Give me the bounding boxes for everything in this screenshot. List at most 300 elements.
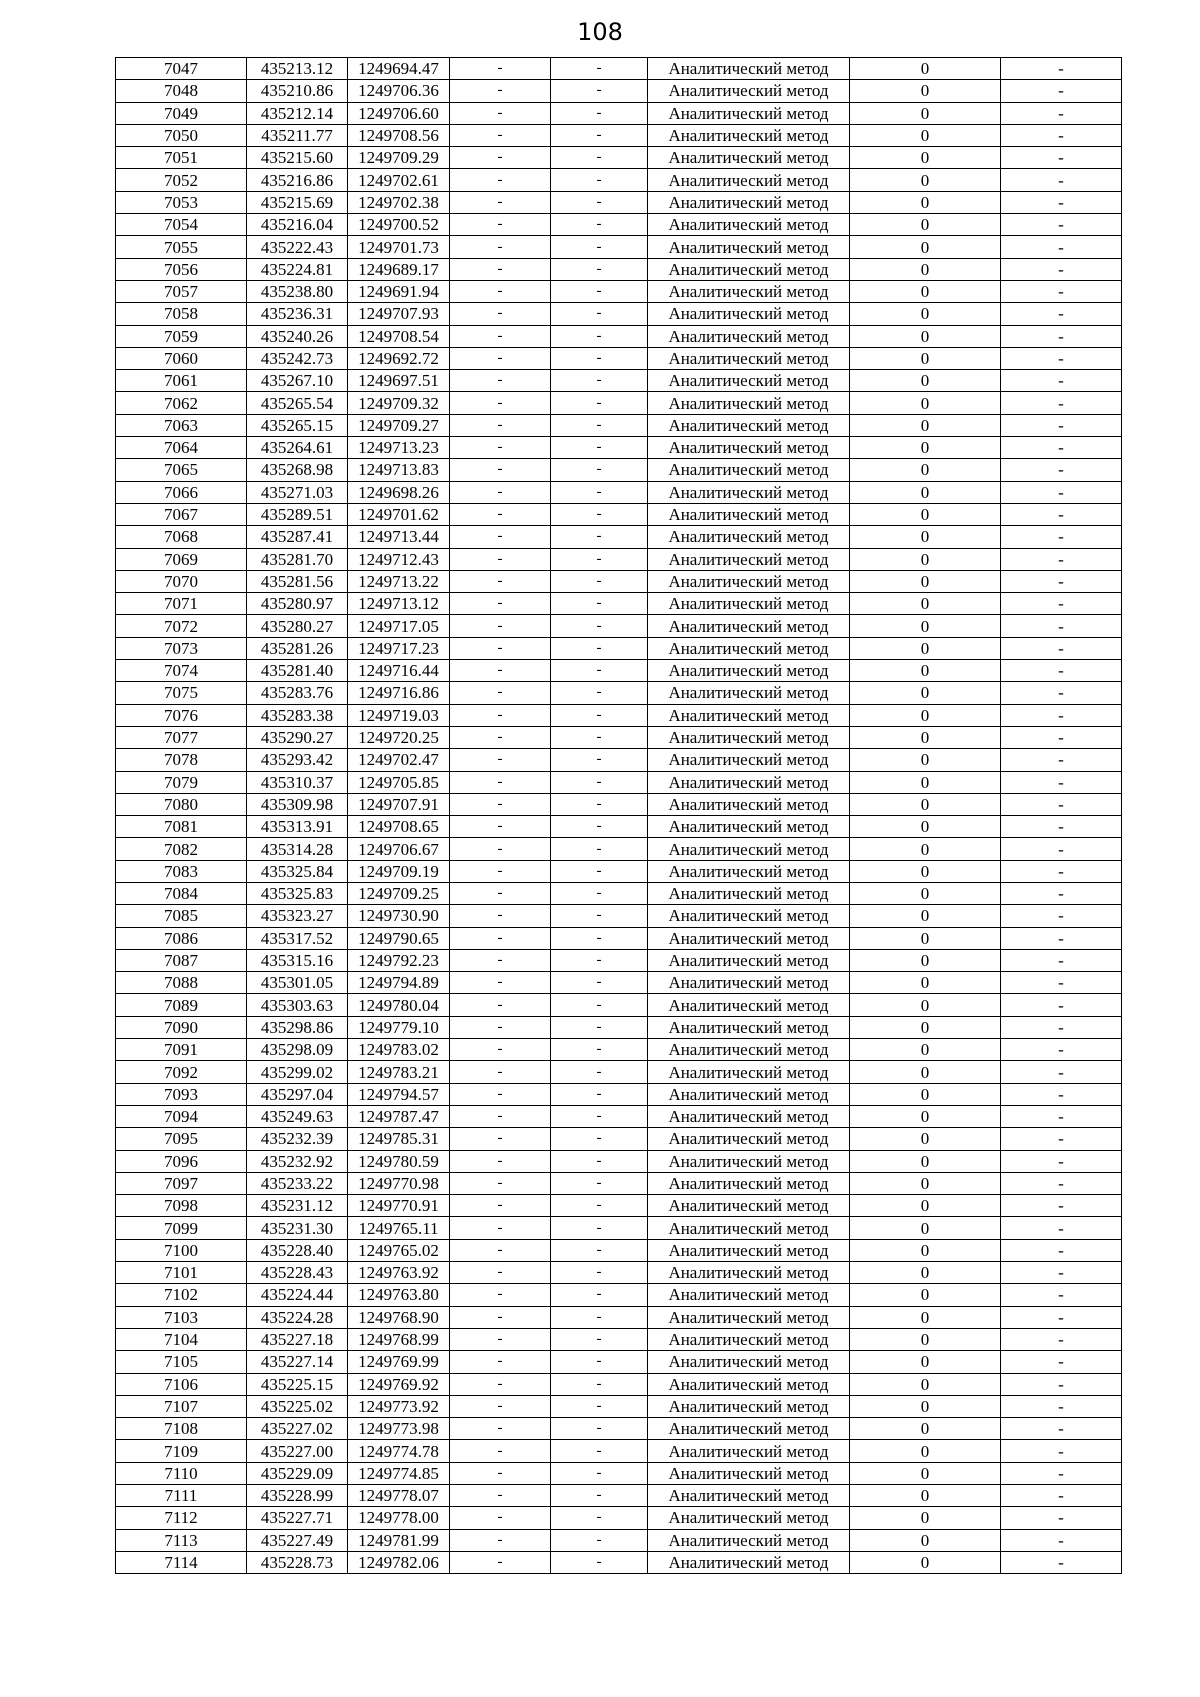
dash-cell: - [450,1284,551,1306]
dash-cell: - [1001,1217,1122,1239]
point-number-cell: 7083 [116,860,247,882]
y-coordinate-cell: 1249763.80 [348,1284,450,1306]
table-row [116,1462,1122,1484]
error-cell: 0 [850,1039,1001,1061]
method-cell: Аналитический метод [648,1128,850,1150]
table-row [116,860,1122,882]
dash-cell: - [1001,882,1122,904]
dash-cell: - [1001,124,1122,146]
method-cell: Аналитический метод [648,236,850,258]
method-cell: Аналитический метод [648,882,850,904]
x-coordinate-cell: 435225.02 [247,1395,348,1417]
error-cell: 0 [850,749,1001,771]
x-coordinate-cell: 435265.15 [247,414,348,436]
dash-cell: - [450,570,551,592]
point-number-cell: 7051 [116,147,247,169]
point-number-cell: 7111 [116,1485,247,1507]
x-coordinate-cell: 435231.12 [247,1195,348,1217]
error-cell: 0 [850,994,1001,1016]
table-row [116,1373,1122,1395]
table-row [116,80,1122,102]
dash-cell: - [551,1328,648,1350]
error-cell: 0 [850,526,1001,548]
y-coordinate-cell: 1249706.60 [348,102,450,124]
table-row [116,503,1122,525]
dash-cell: - [551,1239,648,1261]
dash-cell: - [450,1529,551,1551]
dash-cell: - [1001,347,1122,369]
error-cell: 0 [850,1485,1001,1507]
dash-cell: - [450,147,551,169]
x-coordinate-cell: 435236.31 [247,303,348,325]
method-cell: Аналитический метод [648,660,850,682]
x-coordinate-cell: 435317.52 [247,927,348,949]
dash-cell: - [551,1128,648,1150]
table-row [116,637,1122,659]
point-number-cell: 7069 [116,548,247,570]
method-cell: Аналитический метод [648,548,850,570]
method-cell: Аналитический метод [648,1150,850,1172]
point-number-cell: 7076 [116,704,247,726]
table-row [116,905,1122,927]
table-row [116,704,1122,726]
point-number-cell: 7112 [116,1507,247,1529]
y-coordinate-cell: 1249783.02 [348,1039,450,1061]
method-cell: Аналитический метод [648,526,850,548]
x-coordinate-cell: 435213.12 [247,58,348,80]
dash-cell: - [450,459,551,481]
y-coordinate-cell: 1249697.51 [348,370,450,392]
dash-cell: - [551,303,648,325]
y-coordinate-cell: 1249783.21 [348,1061,450,1083]
dash-cell: - [1001,1239,1122,1261]
dash-cell: - [1001,972,1122,994]
method-cell: Аналитический метод [648,80,850,102]
table-row [116,1061,1122,1083]
method-cell: Аналитический метод [648,1507,850,1529]
point-number-cell: 7062 [116,392,247,414]
table-row [116,1328,1122,1350]
table-row [116,1351,1122,1373]
point-number-cell: 7098 [116,1195,247,1217]
point-number-cell: 7077 [116,726,247,748]
method-cell: Аналитический метод [648,147,850,169]
dash-cell: - [450,660,551,682]
error-cell: 0 [850,325,1001,347]
error-cell: 0 [850,1239,1001,1261]
dash-cell: - [1001,280,1122,302]
point-number-cell: 7100 [116,1239,247,1261]
dash-cell: - [450,102,551,124]
table-row [116,1551,1122,1573]
x-coordinate-cell: 435264.61 [247,437,348,459]
x-coordinate-cell: 435215.69 [247,191,348,213]
error-cell: 0 [850,882,1001,904]
table-row [116,1083,1122,1105]
point-number-cell: 7061 [116,370,247,392]
dash-cell: - [450,347,551,369]
y-coordinate-cell: 1249790.65 [348,927,450,949]
dash-cell: - [450,370,551,392]
x-coordinate-cell: 435298.09 [247,1039,348,1061]
point-number-cell: 7058 [116,303,247,325]
dash-cell: - [450,1128,551,1150]
x-coordinate-cell: 435215.60 [247,147,348,169]
dash-cell: - [1001,615,1122,637]
dash-cell: - [450,392,551,414]
point-number-cell: 7106 [116,1373,247,1395]
y-coordinate-cell: 1249719.03 [348,704,450,726]
y-coordinate-cell: 1249768.90 [348,1306,450,1328]
error-cell: 0 [850,816,1001,838]
point-number-cell: 7057 [116,280,247,302]
error-cell: 0 [850,615,1001,637]
x-coordinate-cell: 435314.28 [247,838,348,860]
dash-cell: - [1001,1128,1122,1150]
dash-cell: - [551,905,648,927]
method-cell: Аналитический метод [648,615,850,637]
dash-cell: - [551,214,648,236]
dash-cell: - [450,793,551,815]
method-cell: Аналитический метод [648,414,850,436]
dash-cell: - [1001,1083,1122,1105]
table-row [116,615,1122,637]
error-cell: 0 [850,1395,1001,1417]
error-cell: 0 [850,1172,1001,1194]
dash-cell: - [551,994,648,1016]
dash-cell: - [1001,771,1122,793]
point-number-cell: 7065 [116,459,247,481]
x-coordinate-cell: 435211.77 [247,124,348,146]
y-coordinate-cell: 1249702.47 [348,749,450,771]
point-number-cell: 7093 [116,1083,247,1105]
dash-cell: - [1001,414,1122,436]
dash-cell: - [1001,570,1122,592]
dash-cell: - [1001,392,1122,414]
x-coordinate-cell: 435233.22 [247,1172,348,1194]
method-cell: Аналитический метод [648,972,850,994]
table-row [116,169,1122,191]
dash-cell: - [551,347,648,369]
dash-cell: - [551,860,648,882]
dash-cell: - [450,615,551,637]
dash-cell: - [1001,726,1122,748]
y-coordinate-cell: 1249780.59 [348,1150,450,1172]
table-row [116,1039,1122,1061]
error-cell: 0 [850,1507,1001,1529]
error-cell: 0 [850,58,1001,80]
error-cell: 0 [850,1551,1001,1573]
method-cell: Аналитический метод [648,1328,850,1350]
point-number-cell: 7082 [116,838,247,860]
error-cell: 0 [850,1105,1001,1127]
dash-cell: - [1001,637,1122,659]
point-number-cell: 7090 [116,1016,247,1038]
dash-cell: - [551,660,648,682]
method-cell: Аналитический метод [648,258,850,280]
dash-cell: - [450,437,551,459]
x-coordinate-cell: 435224.81 [247,258,348,280]
y-coordinate-cell: 1249702.38 [348,191,450,213]
error-cell: 0 [850,570,1001,592]
method-cell: Аналитический метод [648,1039,850,1061]
dash-cell: - [551,1485,648,1507]
y-coordinate-cell: 1249701.73 [348,236,450,258]
dash-cell: - [450,726,551,748]
dash-cell: - [551,1105,648,1127]
method-cell: Аналитический метод [648,347,850,369]
table-row [116,1262,1122,1284]
x-coordinate-cell: 435232.92 [247,1150,348,1172]
point-number-cell: 7081 [116,816,247,838]
point-number-cell: 7088 [116,972,247,994]
table-row [116,414,1122,436]
dash-cell: - [1001,236,1122,258]
dash-cell: - [551,236,648,258]
dash-cell: - [450,1551,551,1573]
table-row [116,972,1122,994]
table-row [116,1150,1122,1172]
dash-cell: - [551,793,648,815]
dash-cell: - [551,771,648,793]
dash-cell: - [450,949,551,971]
dash-cell: - [1001,1395,1122,1417]
table-row [116,481,1122,503]
x-coordinate-cell: 435216.04 [247,214,348,236]
dash-cell: - [1001,526,1122,548]
point-number-cell: 7073 [116,637,247,659]
error-cell: 0 [850,1440,1001,1462]
method-cell: Аналитический метод [648,437,850,459]
y-coordinate-cell: 1249765.11 [348,1217,450,1239]
table-row [116,749,1122,771]
dash-cell: - [450,972,551,994]
dash-cell: - [450,682,551,704]
dash-cell: - [551,1351,648,1373]
y-coordinate-cell: 1249708.65 [348,816,450,838]
x-coordinate-cell: 435249.63 [247,1105,348,1127]
method-cell: Аналитический метод [648,1239,850,1261]
dash-cell: - [1001,370,1122,392]
y-coordinate-cell: 1249713.22 [348,570,450,592]
dash-cell: - [551,615,648,637]
dash-cell: - [1001,1195,1122,1217]
x-coordinate-cell: 435232.39 [247,1128,348,1150]
dash-cell: - [450,169,551,191]
y-coordinate-cell: 1249770.98 [348,1172,450,1194]
method-cell: Аналитический метод [648,927,850,949]
dash-cell: - [551,1172,648,1194]
dash-cell: - [450,325,551,347]
y-coordinate-cell: 1249708.54 [348,325,450,347]
point-number-cell: 7060 [116,347,247,369]
error-cell: 0 [850,593,1001,615]
x-coordinate-cell: 435281.70 [247,548,348,570]
error-cell: 0 [850,437,1001,459]
y-coordinate-cell: 1249700.52 [348,214,450,236]
y-coordinate-cell: 1249708.56 [348,124,450,146]
dash-cell: - [1001,1306,1122,1328]
x-coordinate-cell: 435323.27 [247,905,348,927]
table-row [116,994,1122,1016]
dash-cell: - [551,280,648,302]
table-row [116,1128,1122,1150]
y-coordinate-cell: 1249709.27 [348,414,450,436]
dash-cell: - [1001,1351,1122,1373]
error-cell: 0 [850,191,1001,213]
dash-cell: - [551,1217,648,1239]
table-row [116,882,1122,904]
y-coordinate-cell: 1249705.85 [348,771,450,793]
x-coordinate-cell: 435297.04 [247,1083,348,1105]
dash-cell: - [551,1262,648,1284]
table-row [116,214,1122,236]
dash-cell: - [551,102,648,124]
x-coordinate-cell: 435228.43 [247,1262,348,1284]
table-row [116,147,1122,169]
dash-cell: - [551,147,648,169]
table-row [116,370,1122,392]
dash-cell: - [551,882,648,904]
table-row [116,1195,1122,1217]
dash-cell: - [551,414,648,436]
error-cell: 0 [850,860,1001,882]
table-row [116,1418,1122,1440]
error-cell: 0 [850,771,1001,793]
point-number-cell: 7064 [116,437,247,459]
method-cell: Аналитический метод [648,1195,850,1217]
dash-cell: - [450,905,551,927]
dash-cell: - [551,1373,648,1395]
table-row [116,1485,1122,1507]
dash-cell: - [1001,593,1122,615]
method-cell: Аналитический метод [648,771,850,793]
y-coordinate-cell: 1249706.67 [348,838,450,860]
y-coordinate-cell: 1249720.25 [348,726,450,748]
dash-cell: - [450,124,551,146]
point-number-cell: 7084 [116,882,247,904]
error-cell: 0 [850,548,1001,570]
table-body [116,58,1122,1574]
coordinates-table [115,57,1122,1574]
point-number-cell: 7070 [116,570,247,592]
dash-cell: - [450,860,551,882]
dash-cell: - [551,972,648,994]
y-coordinate-cell: 1249787.47 [348,1105,450,1127]
error-cell: 0 [850,1262,1001,1284]
point-number-cell: 7108 [116,1418,247,1440]
error-cell: 0 [850,1128,1001,1150]
dash-cell: - [551,1061,648,1083]
table-row [116,1016,1122,1038]
table-row [116,280,1122,302]
table-row [116,927,1122,949]
x-coordinate-cell: 435290.27 [247,726,348,748]
dash-cell: - [450,526,551,548]
error-cell: 0 [850,1083,1001,1105]
error-cell: 0 [850,102,1001,124]
point-number-cell: 7066 [116,481,247,503]
point-number-cell: 7047 [116,58,247,80]
table-row [116,1395,1122,1417]
method-cell: Аналитический метод [648,570,850,592]
y-coordinate-cell: 1249778.00 [348,1507,450,1529]
table-row [116,1440,1122,1462]
dash-cell: - [450,503,551,525]
x-coordinate-cell: 435228.40 [247,1239,348,1261]
point-number-cell: 7087 [116,949,247,971]
y-coordinate-cell: 1249702.61 [348,169,450,191]
y-coordinate-cell: 1249709.29 [348,147,450,169]
dash-cell: - [1001,147,1122,169]
dash-cell: - [450,214,551,236]
dash-cell: - [450,816,551,838]
y-coordinate-cell: 1249716.86 [348,682,450,704]
dash-cell: - [551,1418,648,1440]
method-cell: Аналитический метод [648,459,850,481]
method-cell: Аналитический метод [648,280,850,302]
dash-cell: - [450,280,551,302]
dash-cell: - [1001,1172,1122,1194]
y-coordinate-cell: 1249769.92 [348,1373,450,1395]
y-coordinate-cell: 1249717.23 [348,637,450,659]
error-cell: 0 [850,1284,1001,1306]
y-coordinate-cell: 1249716.44 [348,660,450,682]
dash-cell: - [1001,1061,1122,1083]
table-row [116,392,1122,414]
x-coordinate-cell: 435228.73 [247,1551,348,1573]
dash-cell: - [1001,459,1122,481]
x-coordinate-cell: 435210.86 [247,80,348,102]
method-cell: Аналитический метод [648,994,850,1016]
dash-cell: - [551,459,648,481]
x-coordinate-cell: 435280.97 [247,593,348,615]
dash-cell: - [551,749,648,771]
y-coordinate-cell: 1249709.19 [348,860,450,882]
x-coordinate-cell: 435309.98 [247,793,348,815]
x-coordinate-cell: 435265.54 [247,392,348,414]
dash-cell: - [1001,325,1122,347]
dash-cell: - [450,749,551,771]
point-number-cell: 7094 [116,1105,247,1127]
dash-cell: - [551,526,648,548]
dash-cell: - [551,838,648,860]
y-coordinate-cell: 1249713.83 [348,459,450,481]
dash-cell: - [551,191,648,213]
x-coordinate-cell: 435303.63 [247,994,348,1016]
dash-cell: - [1001,682,1122,704]
point-number-cell: 7095 [116,1128,247,1150]
y-coordinate-cell: 1249707.91 [348,793,450,815]
x-coordinate-cell: 435216.86 [247,169,348,191]
table-row [116,1239,1122,1261]
y-coordinate-cell: 1249698.26 [348,481,450,503]
dash-cell: - [551,1150,648,1172]
x-coordinate-cell: 435298.86 [247,1016,348,1038]
point-number-cell: 7099 [116,1217,247,1239]
point-number-cell: 7086 [116,927,247,949]
error-cell: 0 [850,1195,1001,1217]
table-row [116,1172,1122,1194]
method-cell: Аналитический метод [648,838,850,860]
dash-cell: - [551,1306,648,1328]
y-coordinate-cell: 1249794.89 [348,972,450,994]
dash-cell: - [450,1061,551,1083]
dash-cell: - [1001,58,1122,80]
table-row [116,347,1122,369]
dash-cell: - [1001,927,1122,949]
dash-cell: - [450,927,551,949]
